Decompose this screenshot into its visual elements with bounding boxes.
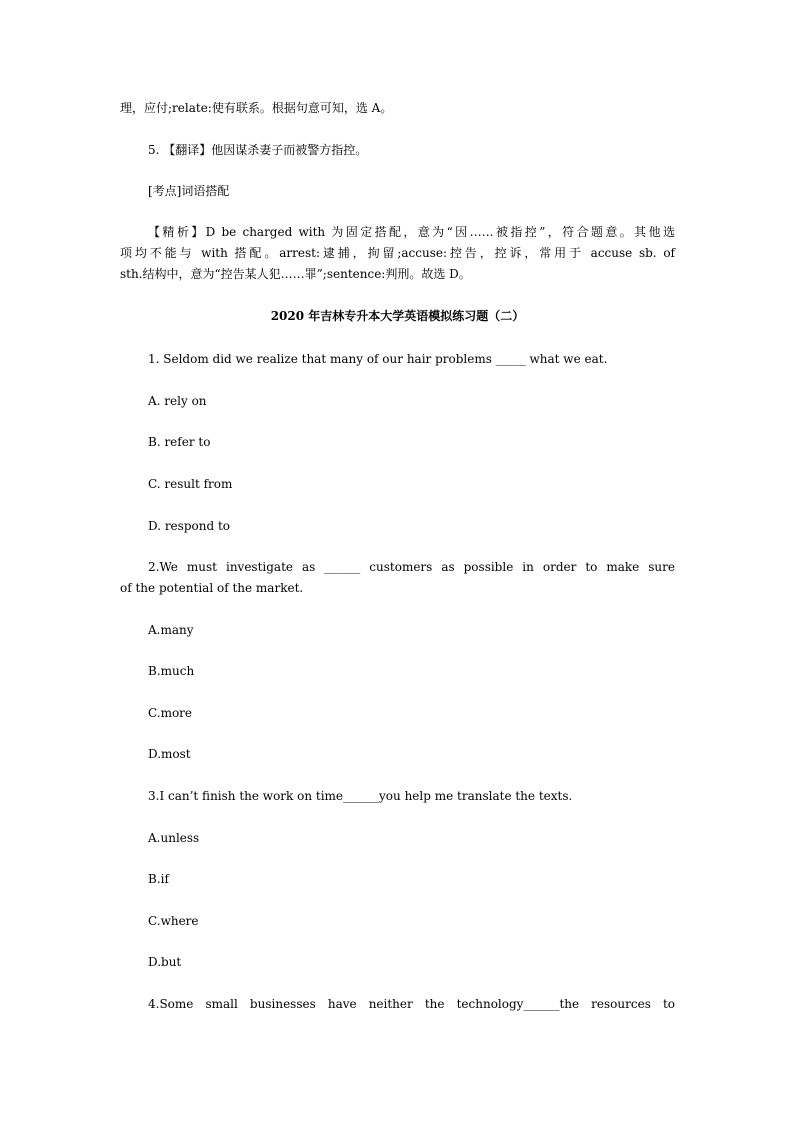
q2-option-a: A.many: [148, 623, 194, 637]
q2-option-c: C.more: [148, 706, 193, 720]
q3-option-b: B.if: [148, 872, 169, 886]
q1-option-a: A. rely on: [148, 394, 207, 408]
q2-option-b: B.much: [148, 664, 195, 678]
q3-option-d: D.but: [148, 955, 182, 969]
q2-option-d: D.most: [148, 747, 191, 761]
q1-option-d: D. respond to: [148, 519, 230, 533]
q1-option-c: C. result from: [148, 477, 233, 491]
question-1: 1. Seldom did we realize that many of our hair problems _____ what we eat.: [148, 352, 608, 366]
q3-option-c: C.where: [148, 914, 199, 928]
question-2-line-2: of the potential of the market.: [120, 581, 304, 595]
question-3: 3.I can’t finish the work on time______you help me translate the texts.: [148, 789, 573, 803]
q1-option-b: B. refer to: [148, 435, 211, 449]
analysis-line-1: 【精析】D be charged with 为固定搭配，意为“因……被指控”，符合题意。其他选: [148, 225, 675, 239]
q3-option-a: A.unless: [148, 831, 200, 845]
explanation-line: 理，应付;relate:使有联系。根据句意可知，选 A。: [120, 101, 393, 115]
question-4-line-1: 4.Some small businesses have neither the technology______the resources to: [148, 997, 675, 1011]
translation-line: 5. 【翻译】他因谋杀妻子而被警方指控。: [148, 143, 368, 157]
key-point-line: [考点]词语搭配: [148, 184, 230, 198]
analysis-line-3: sth.结构中，意为“控告某人犯……罪”;sentence:判刑。故选 D。: [120, 267, 471, 281]
question-2-line-1: 2.We must investigate as ______ customers as possible in order to make sure: [148, 560, 675, 574]
section-title: 2020 年吉林专升本大学英语模拟练习题（二）: [270, 309, 525, 323]
analysis-line-2: 项均不能与 with 搭配。arrest:逮捕，拘留;accuse:控告，控诉，常用于 accuse sb. of: [120, 246, 675, 260]
